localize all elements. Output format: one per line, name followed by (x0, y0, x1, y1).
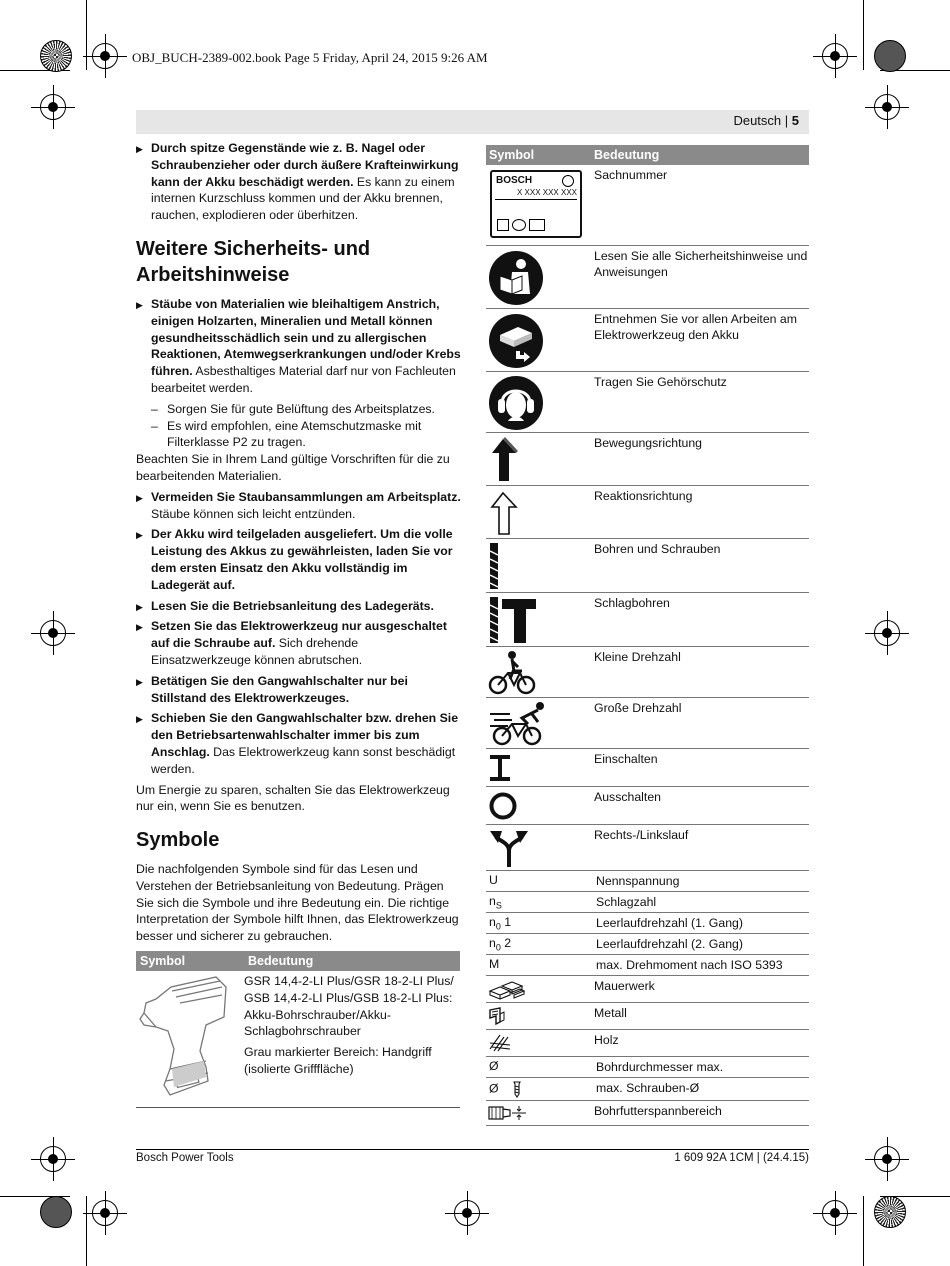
table-row: Kleine Drehzahl (486, 647, 809, 698)
table-row: Entnehmen Sie vor allen Arbeiten am Elektrowerkzeug den Akku (486, 309, 809, 372)
metal-icon (488, 1006, 508, 1026)
section-heading-safety: Weitere Sicherheits- und Arbeitshinweise (136, 237, 371, 286)
chuck-range-icon (488, 1105, 528, 1121)
grip-note: Grau markierter Bereich: Handgriff (isolierte Grifffläche) (244, 1045, 432, 1077)
crop-mark (863, 1196, 864, 1266)
language-label: Deutsch (733, 113, 782, 128)
wood-icon (488, 1033, 512, 1053)
table-header: Symbol Bedeutung (486, 145, 809, 165)
paragraph: Die nachfolgenden Symbole sind für das Lesen und Verstehen der Betriebsanleitung von Bedeutung. Prägen Sie sich die Symbole und ihre Bedeutung ein. Die richtige Interpretation der Symbole hilft Ihnen, das Elektrowerkzeug besser und sicherer zu gebrauchen. (136, 862, 459, 944)
movement-arrow-icon (488, 437, 524, 483)
registration-mark (40, 620, 66, 646)
table-row: $n_0$ 2 Leerlaufdrehzahl (2. Gang) (486, 934, 809, 955)
warning-mode-switch: ▶ Schieben Sie den Gangwahlschalter bzw. drehen Sie den Betriebsartenwahlschalter immer bis zum Anschlag. Das Elektrowerkzeug kann sonst beschädigt werden. (136, 710, 461, 777)
warning-dust: ▶ Stäube von Materialien wie bleihaltigem Anstrich, einigen Holzarten, Mineralien und Metall können gesundheitsschädlich sein und zu allergischen Reaktionen, Atemwegserkrankungen und/oder Krebs führen. Asbesthaltiges Material darf nur von Fachleuten bearbeitet werden. (136, 296, 461, 397)
off-icon (488, 791, 518, 821)
screw-icon (512, 1080, 522, 1098)
table-row: Tragen Sie Gehörschutz (486, 372, 809, 433)
symbol-voltage: U (489, 873, 498, 887)
registration-mark (92, 1200, 118, 1226)
symbol-screw-diameter: Ø (489, 1081, 499, 1096)
model-designation: GSR 14,4-2-LI Plus/GSR 18-2-LI Plus/ GSB 14,4-2-LI Plus/GSB 18-2-LI Plus: Akku-Bohrschrauber/Akku-Schlagbohrschrauber (244, 974, 454, 1039)
fast-bike-icon (488, 700, 552, 746)
reaction-arrow-icon (488, 490, 524, 536)
on-icon (488, 753, 512, 783)
table-row: Schlagbohren (486, 593, 809, 647)
footer-rule (136, 1149, 809, 1150)
table-row: Holz (486, 1030, 809, 1057)
warning-charger-manual: ▶ Lesen Sie die Betriebsanleitung des Ladegeräts. (136, 598, 461, 615)
footer-brand: Bosch Power Tools (136, 1152, 234, 1164)
registration-mark (822, 1200, 848, 1226)
warning-charge: ▶ Der Akku wird teilgeladen ausgeliefert. Um die volle Leistung des Akkus zu gewährleisten, laden Sie vor dem ersten Einsatz den Akku vollständig im Ladegerät auf. (136, 526, 461, 593)
symbol-no-load-speed-2: $n_0$ 2 (489, 936, 512, 953)
table-row: $n_S$ Schlagzahl (486, 892, 809, 913)
paragraph: Beachten Sie in Ihrem Land gültige Vorschriften für die zu bearbeitenden Materialien. (136, 452, 450, 483)
table-row: Einschalten (486, 749, 809, 787)
ear-protection-icon (488, 375, 544, 431)
rotation-direction-icon (488, 827, 530, 869)
table-row: Metall (486, 1003, 809, 1030)
hammer-drill-icon (488, 595, 544, 645)
crop-mark (86, 0, 87, 70)
color-bar-circle (40, 1196, 72, 1228)
table-row: Ausschalten (486, 787, 809, 825)
symbol-no-load-speed-1: $n_0$ 1 (489, 915, 512, 932)
warning-battery: ▶ Durch spitze Gegenstände wie z. B. Nagel oder Schraubenzieher oder durch äußere Krafteinwirkung kann der Akku beschädigt werden. Es kann zu einem internen Kurzschluss kommen und der Akku brennen, rauchen, explodieren oder überhitzen. (136, 140, 461, 224)
registration-mark (874, 94, 900, 120)
table-row: U Nennspannung (486, 871, 809, 892)
registration-mark (40, 1146, 66, 1172)
nameplate-icon: BOSCH X XXX XXX XXX (490, 170, 582, 238)
page-number: 5 (791, 113, 799, 128)
table-row: Reaktionsrichtung (486, 486, 809, 539)
left-column (136, 140, 461, 1108)
color-bar-circle (874, 1196, 906, 1228)
crop-mark (863, 0, 864, 70)
drill-bit-icon (488, 541, 508, 591)
table-row: Lesen Sie alle Sicherheitshinweise und Anweisungen (486, 246, 809, 309)
table-row: Bohrfutterspannbereich (486, 1101, 809, 1126)
registration-mark (40, 94, 66, 120)
table-row: Ø Bohrdurchmesser max. (486, 1057, 809, 1078)
table-row (136, 971, 460, 1107)
symbol-diameter: Ø (489, 1059, 499, 1073)
table-row: Bohren und Schrauben (486, 539, 809, 593)
table-row: BOSCH X XXX XXX XXX Sachnummer (486, 165, 809, 246)
remove-battery-icon (488, 313, 544, 369)
table-row: Mauerwerk (486, 976, 809, 1003)
color-bar-circle (874, 40, 906, 72)
table-row: Große Drehzahl (486, 698, 809, 749)
drill-illustration-icon (136, 973, 232, 1099)
symbol-table-left (136, 951, 460, 1108)
book-slug: OBJ_BUCH-2389-002.book Page 5 Friday, April 24, 2015 9:26 AM (132, 50, 488, 65)
section-heading-symbols: Symbole (136, 829, 220, 852)
table-row: Rechts-/Linkslauf (486, 825, 809, 871)
registration-mark (874, 620, 900, 646)
slow-bike-icon (488, 649, 536, 695)
registration-mark (822, 43, 848, 69)
dash-item: – Sorgen Sie für gute Belüftung des Arbeitsplatzes. (136, 401, 461, 418)
footer-doc-number: 1 609 92A 1CM | (24.4.15) (674, 1152, 809, 1164)
registration-mark (454, 1200, 480, 1226)
masonry-icon (488, 979, 526, 1001)
crop-mark (86, 1196, 87, 1266)
table-row: $n_0$ 1 Leerlaufdrehzahl (1. Gang) (486, 913, 809, 934)
registration-mark (92, 43, 118, 69)
registration-mark (874, 1146, 900, 1172)
table-row: Bewegungsrichtung (486, 433, 809, 486)
table-row: M max. Drehmoment nach ISO 5393 (486, 955, 809, 976)
page-header: Deutsch | 5 (136, 110, 809, 134)
table-row: Ø max. Schrauben-Ø (486, 1078, 809, 1101)
warning-gear-switch: ▶ Betätigen Sie den Gangwahlschalter nur bei Stillstand des Elektrowerkzeuges. (136, 673, 461, 707)
paragraph: Um Energie zu sparen, schalten Sie das Elektrowerkzeug nur ein, wenn Sie es benutzen. (136, 782, 450, 814)
warning-screw: ▶ Setzen Sie das Elektrowerkzeug nur ausgeschaltet auf die Schraube auf. Sich drehende Einsatzwerkzeuge können abrutschen. (136, 618, 461, 668)
symbol-impact-rate: $n_S$ (489, 894, 502, 911)
symbol-torque: M (489, 957, 500, 971)
read-manual-icon (488, 250, 544, 306)
warning-dust-accumulation: ▶ Vermeiden Sie Staubansammlungen am Arbeitsplatz. Stäube können sich leicht entzünden. (136, 489, 461, 523)
table-header: Symbol Bedeutung (136, 951, 460, 971)
color-bar-circle (40, 40, 72, 72)
dash-item: – Es wird empfohlen, eine Atemschutzmaske mit Filterklasse P2 zu tragen. (136, 418, 461, 452)
symbol-table-right (486, 145, 809, 1126)
